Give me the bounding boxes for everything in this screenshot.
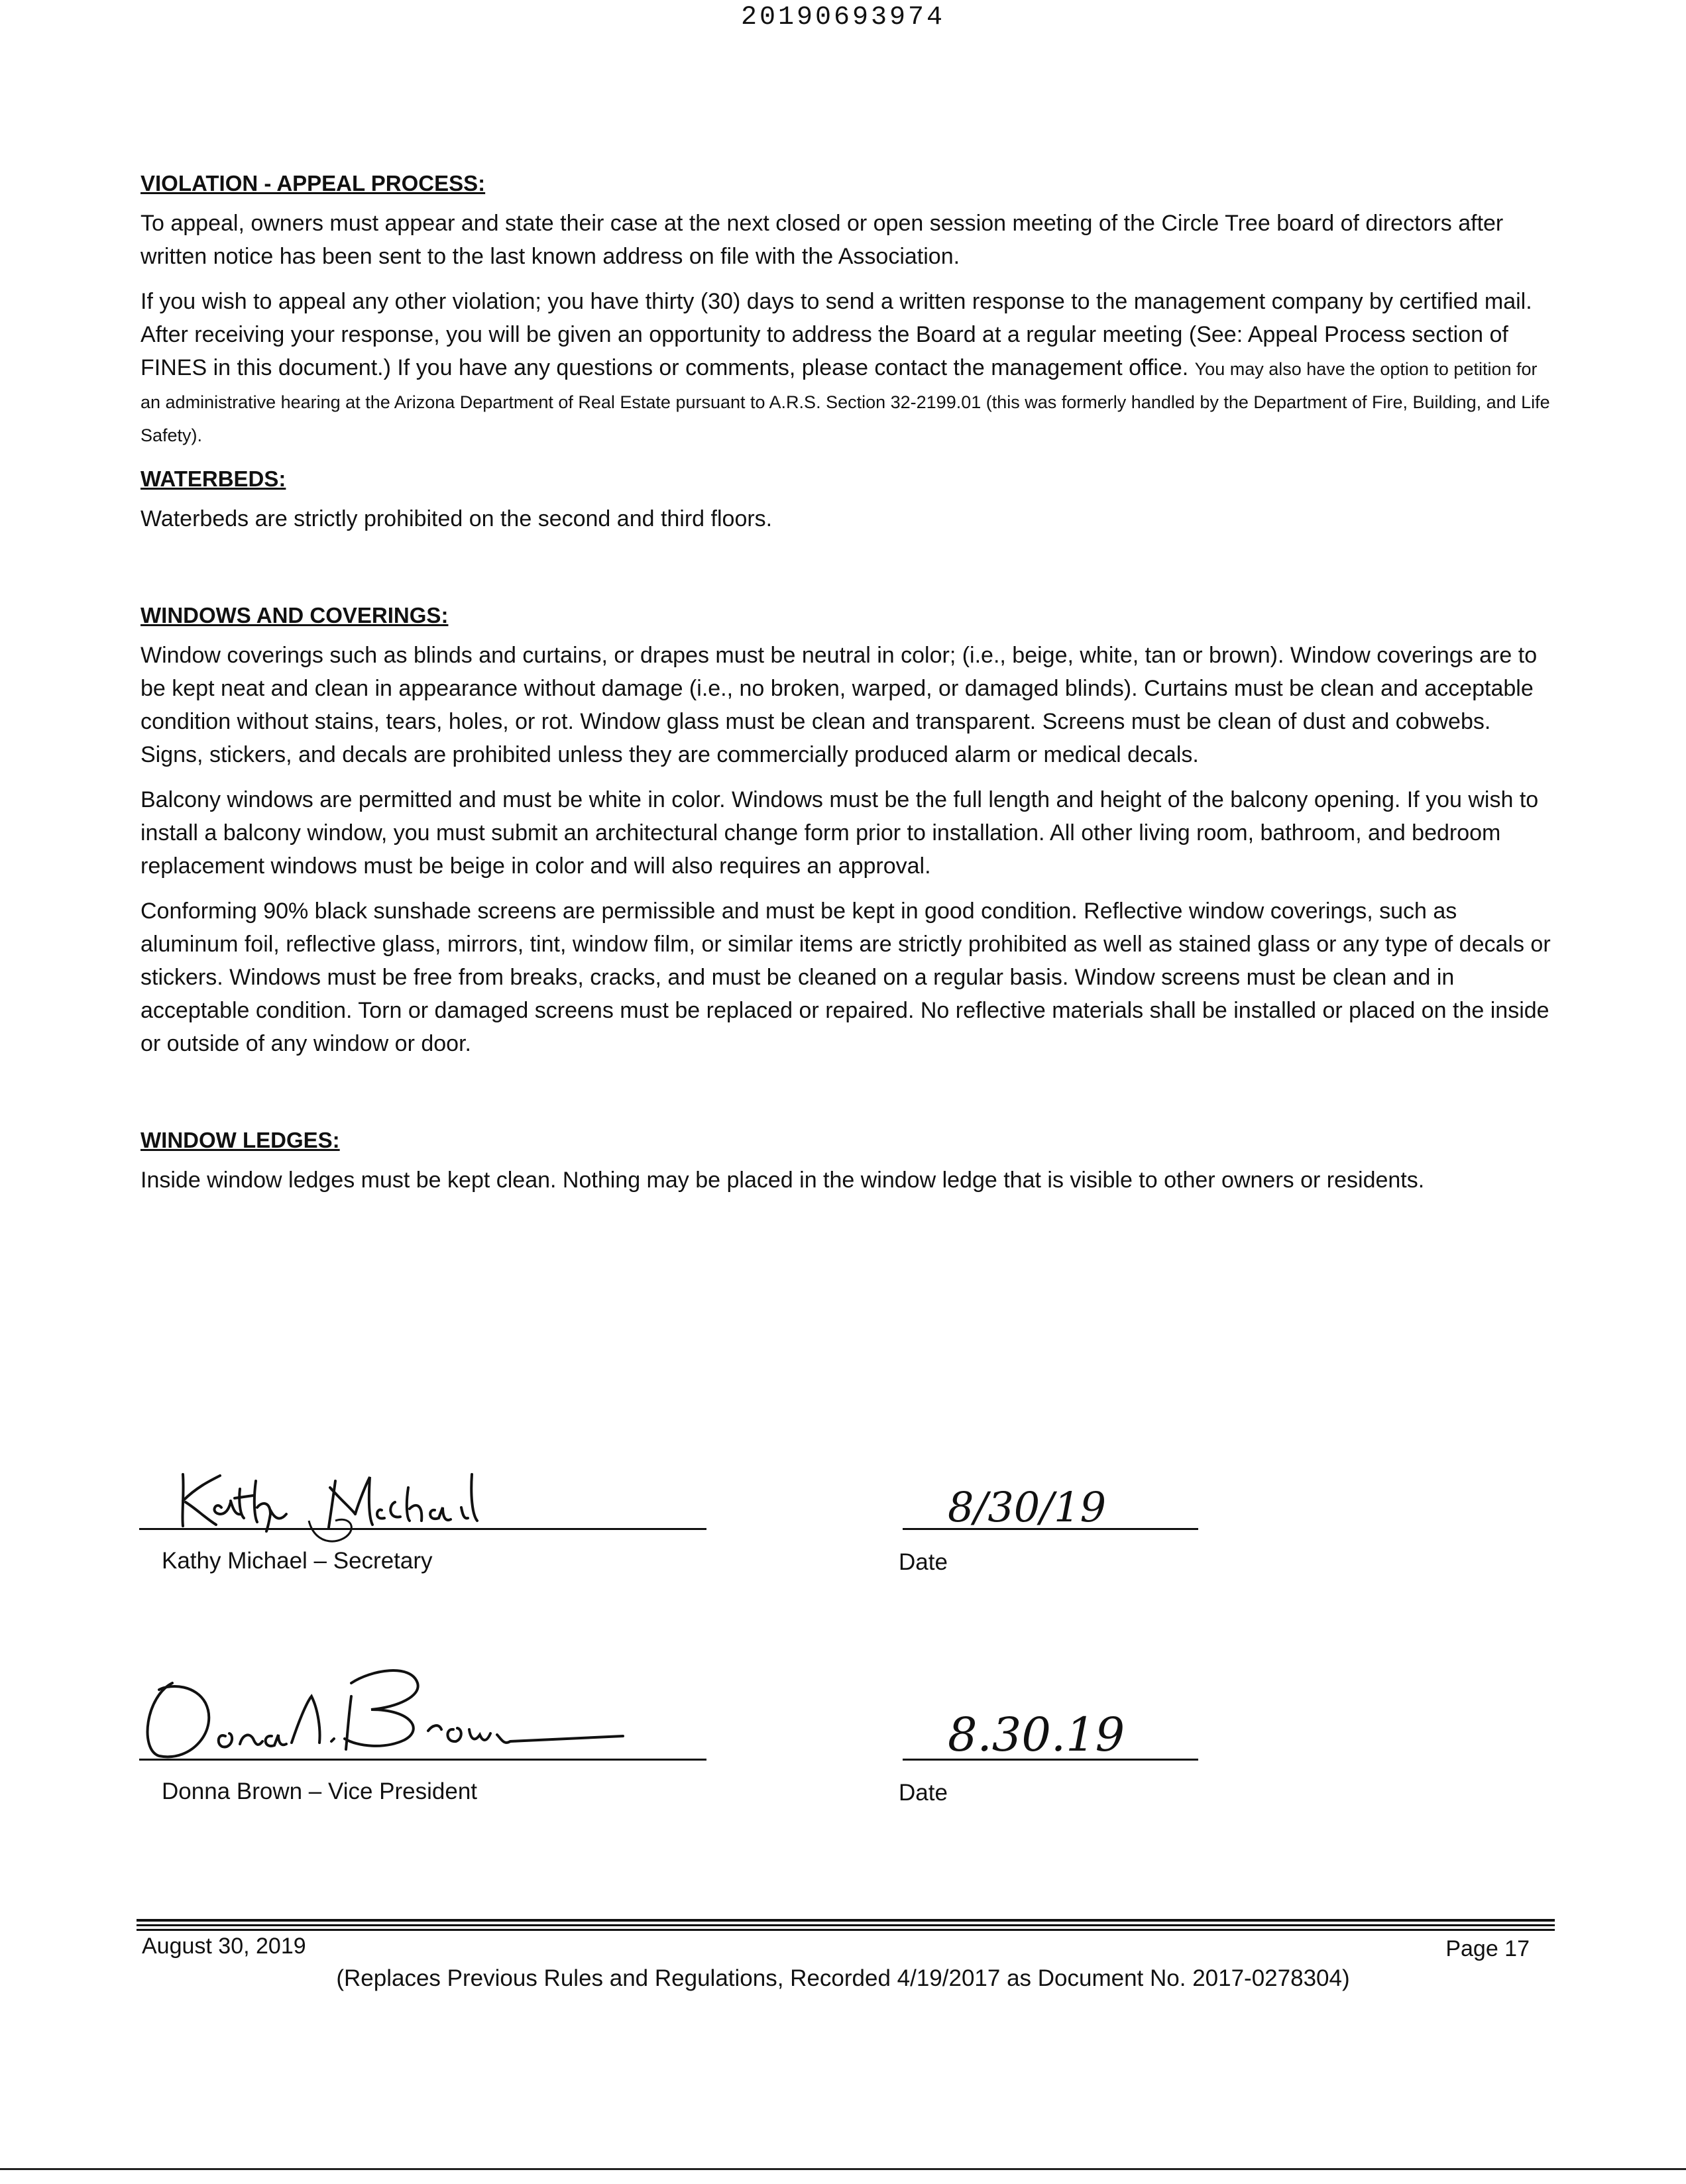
date-line bbox=[903, 1759, 1198, 1761]
paragraph bbox=[140, 285, 1552, 451]
spacer bbox=[140, 1072, 1552, 1124]
handwritten-date bbox=[941, 1480, 1140, 1533]
section-heading: WINDOW LEDGES: bbox=[140, 1128, 340, 1152]
footer-note: (Replaces Previous Rules and Regulations, Recorded 4/19/2017 as Document No. 2017-0278304) bbox=[336, 1965, 1350, 1991]
paragraph: To appeal, owners must appear and state their case at the next closed or open session meeting of the Circle Tree board of directors after written notice has been sent to the last known address on file with the Association. bbox=[140, 211, 1504, 269]
signatory-name: Kathy Michael – Secretary bbox=[162, 1548, 433, 1574]
section-windows-coverings bbox=[140, 599, 1552, 1060]
date-line bbox=[903, 1528, 1198, 1530]
paragraph-fine-print: You may also have the option to petition for an administrative hearing at the Arizona Department of Real Estate pursuant to A.R.S. Section 32-2199.01 (this was formerly handled by the Department of Fire, Building, and Life Safety). bbox=[140, 359, 1550, 445]
paragraph-text: If you wish to appeal any other violation; you have thirty (30) days to send a written response to the management company by certified mail. After receiving your response, you will be given an opportunity to address the Board at a regular meeting (See: Appeal Process section of FINES in this document.) If you have any questions or comments, please contact the management office. bbox=[140, 289, 1532, 380]
signature-line bbox=[139, 1759, 706, 1761]
date-label: Date bbox=[899, 1549, 948, 1575]
paragraph: Window coverings such as blinds and curtains, or drapes must be neutral in color; (i.e., beige, white, tan or brown). Window coverings are to be kept neat and clean in appearance without damage (i.e., no broken, warped, or damaged blinds). Curtains must be clean and acceptable condition without stains, tears, holes, or rot. Window glass must be clean and transparent. Screens must be clean of dust and cobwebs. Signs, stickers, and decals are prohibited unless they are commercially produced alarm or medical decals. bbox=[140, 643, 1538, 767]
handwritten-signature bbox=[133, 1657, 636, 1763]
section-heading: VIOLATION - APPEAL PROCESS: bbox=[140, 171, 486, 195]
footer-date: August 30, 2019 bbox=[142, 1934, 306, 1959]
handwritten-signature bbox=[156, 1461, 528, 1534]
paragraph: Balcony windows are permitted and must be white in color. Windows must be the full length and height of the balcony opening. If you wish to install a balcony window, you must submit an architectural change form prior to installation. All other living room, bathroom, and bedroom replacement windows must be beige in color and will also requires an approval. bbox=[140, 787, 1539, 879]
footer-rule bbox=[137, 1924, 1555, 1926]
section-heading: WATERBEDS: bbox=[140, 466, 286, 491]
date-handwritten-text: 8.30.19 bbox=[948, 1708, 1125, 1762]
date-handwritten-text: 8/30/19 bbox=[948, 1483, 1107, 1531]
document-number: 20190693974 bbox=[740, 3, 946, 32]
section-waterbeds bbox=[140, 463, 1552, 535]
spacer bbox=[140, 547, 1552, 599]
section-violation-appeal bbox=[140, 167, 1552, 451]
paragraph: Inside window ledges must be kept clean. Nothing may be placed in the window ledge that is visible to other owners or residents. bbox=[140, 1168, 1425, 1193]
signature-line bbox=[139, 1528, 706, 1530]
section-heading: WINDOWS AND COVERINGS: bbox=[140, 603, 449, 628]
section-window-ledges bbox=[140, 1124, 1552, 1197]
signatory-name: Donna Brown – Vice President bbox=[162, 1778, 478, 1804]
paragraph: Waterbeds are strictly prohibited on the second and third floors. bbox=[140, 506, 773, 531]
paragraph: Conforming 90% black sunshade screens are permissible and must be kept in good condition. Reflective window coverings, such as aluminum foil, reflective glass, mirrors, tint, window film, or similar items are strictly prohibited as well as stained glass or any type of decals or stickers. Windows must be free from breaks, cracks, and must be cleaned on a regular basis. Window screens must be clean and in acceptable condition. Torn or damaged screens must be replaced or repaired. No reflective materials shall be installed or placed on the inside or outside of any window or door. bbox=[140, 899, 1551, 1056]
footer-rule bbox=[137, 1919, 1555, 1922]
handwritten-date bbox=[941, 1703, 1153, 1763]
page-number: Page 17 bbox=[1445, 1936, 1530, 1961]
date-label: Date bbox=[899, 1780, 948, 1806]
rules-content bbox=[140, 167, 1552, 1209]
footer-rule bbox=[137, 1929, 1555, 1931]
page-bottom-edge bbox=[0, 2168, 1686, 2170]
